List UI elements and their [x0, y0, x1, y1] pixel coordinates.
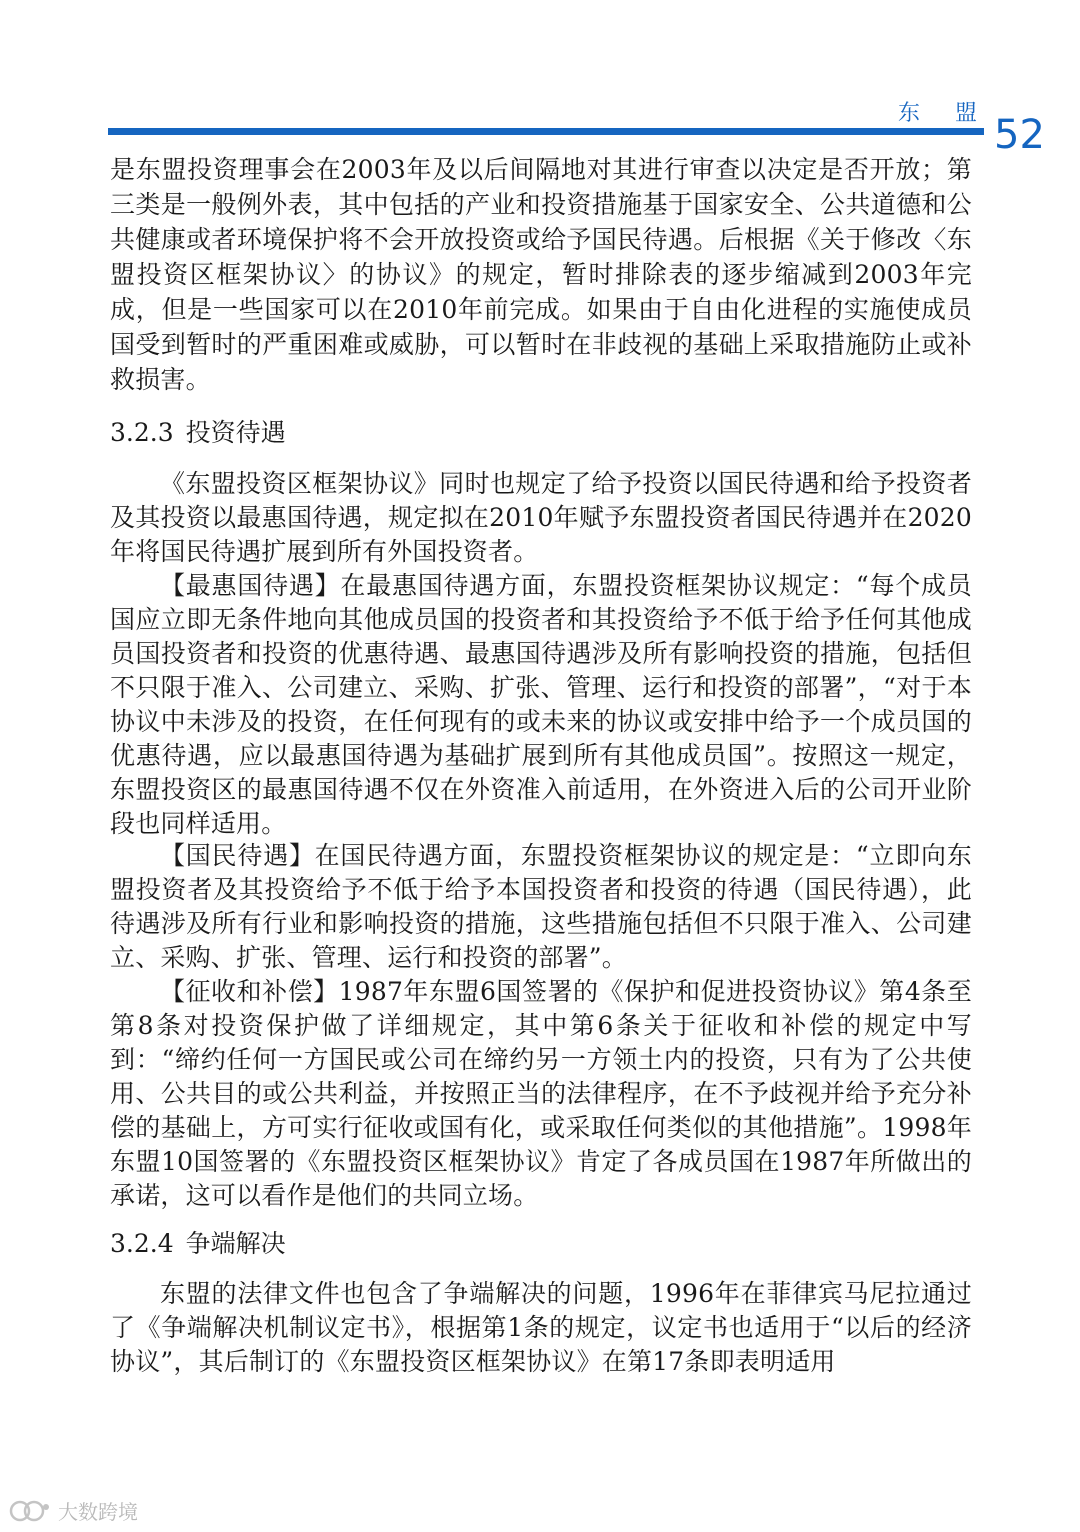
header-rule: [108, 128, 984, 135]
paragraph-dispute-settlement: 东盟的法律文件也包含了争端解决的问题，1996年在菲律宾马尼拉通过了《争端解决机制议定书》，根据第1条的规定，议定书也适用于“以后的经济协议”，其后制订的《东盟投资区框架协议》在第17条即表明适用: [110, 1279, 972, 1376]
paragraph-national-treatment: 【国民待遇】在国民待遇方面，东盟投资框架协议的规定是：“立即向东盟投资者及其投资给予不低于给予本国投资者和投资的待遇（国民待遇），此待遇涉及所有行业和影响投资的措施，这些措施包括但不只限于准入、公司建立、采购、扩张、管理、运行和投资的部署”。: [110, 841, 972, 972]
section-heading-3-2-3: [110, 416, 286, 450]
section-heading-3-2-4: [110, 1227, 286, 1261]
paragraph-investment-treatment: 《东盟投资区框架协议》同时也规定了给予投资以国民待遇和给予投资者及其投资以最惠国待遇，规定拟在2010年赋予东盟投资者国民待遇并在2020年将国民待遇扩展到所有外国投资者。: [110, 469, 972, 566]
section-title: 争端解决: [185, 1229, 286, 1258]
watermark-logo-icon: [8, 1499, 52, 1523]
section-title: 投资待遇: [185, 418, 286, 447]
section-number: 3.2.3: [110, 418, 174, 447]
page-number: 52: [994, 112, 1045, 158]
watermark-text: 大数跨境: [58, 1500, 138, 1524]
paragraph-expropriation: 【征收和补偿】1987年东盟6国签署的《保护和促进投资协议》第4条至第8条对投资保护做了详细规定，其中第6条关于征收和补偿的规定中写到：“缔约任何一方国民或公司在缔约另一方领土内的投资，只有为了公共使用、公共目的或公共利益，并按照正当的法律程序，在不予歧视并给予充分补偿的基础上，方可实行征收或国有化，或采取任何类似的其他措施”。1998年东盟10国签署的《东盟投资区框架协议》肯定了各成员国在1987年所做出的承诺，这可以看作是他们的共同立场。: [110, 977, 972, 1210]
paragraph-mfn: 【最惠国待遇】在最惠国待遇方面，东盟投资框架协议规定：“每个成员国应立即无条件地向其他成员国的投资者和其投资给予不低于给予任何其他成员国投资者和投资的优惠待遇、最惠国待遇涉及所有影响投资的措施，包括但不只限于准入、公司建立、采购、扩张、管理、运行和投资的部署”，“对于本协议中未涉及的投资，在任何现有的或未来的协议或安排中给予一个成员国的优惠待遇，应以最惠国待遇为基础扩展到所有其他成员国”。按照这一规定，东盟投资区的最惠国待遇不仅在外资准入前适用，在外资进入后的公司开业阶段也同样适用。: [110, 571, 972, 838]
running-header-title: 东 盟: [898, 101, 991, 126]
section-number: 3.2.4: [110, 1229, 174, 1258]
paragraph-continuation: 是东盟投资理事会在2003年及以后间隔地对其进行审查以决定是否开放；第三类是一般例外表，其中包括的产业和投资措施基于国家安全、公共道德和公共健康或者环境保护将不会开放投资或给予国民待遇。后根据《关于修改〈东盟投资区框架协议〉的协议》的规定，暂时排除表的逐步缩减到2003年完成，但是一些国家可以在2010年前完成。如果由于自由化进程的实施使成员国受到暂时的严重困难或威胁，可以暂时在非歧视的基础上采取措施防止或补救损害。: [110, 155, 972, 394]
watermark: [8, 1496, 138, 1525]
